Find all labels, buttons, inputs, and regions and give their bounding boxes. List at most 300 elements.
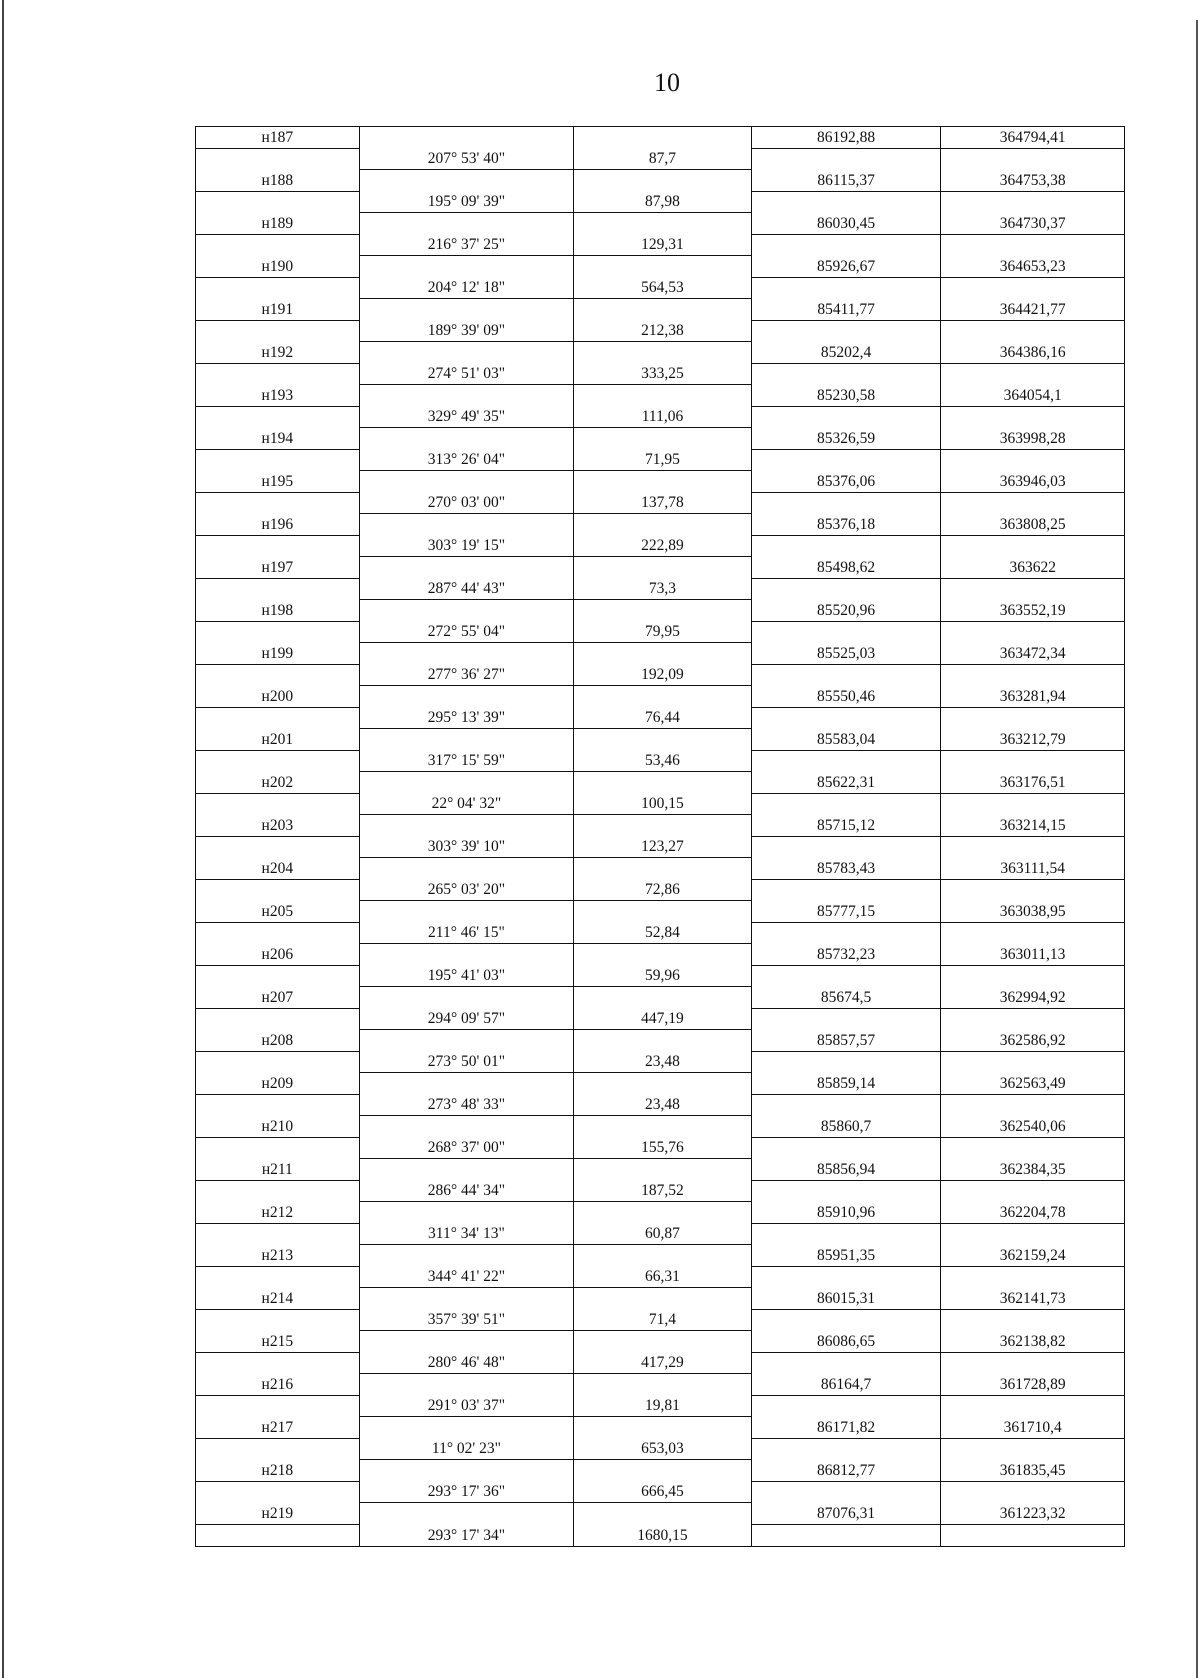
segment-length-cell: 666,45	[573, 1482, 751, 1504]
point-name-cell	[196, 1009, 359, 1031]
direction-angle-cell: 272° 55' 04"	[359, 622, 574, 644]
point-name-cell: н200	[196, 686, 359, 708]
direction-angle-cell: 216° 37' 25"	[359, 235, 574, 257]
y-coordinate-cell: 361835,45	[940, 1460, 1124, 1482]
point-row	[196, 729, 1124, 751]
segment-length-cell: 155,76	[573, 1138, 751, 1160]
point-name-cell	[196, 364, 359, 386]
segment-length-cell: 59,96	[573, 966, 751, 988]
segment-row	[196, 837, 1124, 859]
x-coordinate-cell: 86164,7	[751, 1374, 941, 1396]
y-coordinate-cell	[940, 966, 1124, 988]
x-coordinate-cell	[751, 364, 941, 386]
point-name-cell: н197	[196, 557, 359, 579]
x-coordinate-cell: 85520,96	[751, 600, 941, 622]
segment-row	[196, 579, 1124, 601]
segment-row	[196, 751, 1124, 773]
segment-length-cell	[573, 1374, 751, 1396]
direction-angle-cell: 273° 50' 01"	[359, 1052, 574, 1074]
y-coordinate-cell	[940, 1138, 1124, 1160]
segment-length-cell	[573, 385, 751, 407]
direction-angle-cell	[359, 557, 574, 579]
point-name-cell	[196, 493, 359, 515]
x-coordinate-cell	[751, 149, 941, 171]
segment-length-cell: 87,98	[573, 192, 751, 214]
segment-row	[196, 1482, 1124, 1504]
segment-length-cell: 71,4	[573, 1310, 751, 1332]
x-coordinate-cell	[751, 192, 941, 214]
segment-row	[196, 966, 1124, 988]
direction-angle-cell	[359, 342, 574, 364]
y-coordinate-cell: 361710,4	[940, 1417, 1124, 1439]
x-coordinate-cell	[751, 493, 941, 515]
segment-row	[196, 708, 1124, 730]
y-coordinate-cell	[940, 665, 1124, 687]
segment-length-cell: 212,38	[573, 321, 751, 343]
direction-angle-cell	[359, 471, 574, 493]
direction-angle-cell	[359, 1245, 574, 1267]
segment-length-cell	[573, 1073, 751, 1095]
x-coordinate-cell	[751, 321, 941, 343]
direction-angle-cell: 273° 48' 33"	[359, 1095, 574, 1117]
x-coordinate-cell: 86015,31	[751, 1288, 941, 1310]
segment-row	[196, 278, 1124, 300]
y-coordinate-cell: 362159,24	[940, 1245, 1124, 1267]
x-coordinate-cell: 85622,31	[751, 772, 941, 794]
point-name-cell: н196	[196, 514, 359, 536]
y-coordinate-cell	[940, 149, 1124, 171]
x-coordinate-cell	[751, 1052, 941, 1074]
segment-length-cell: 23,48	[573, 1095, 751, 1117]
point-name-cell: н218	[196, 1460, 359, 1482]
point-row	[196, 1116, 1124, 1138]
direction-angle-cell: 294° 09' 57"	[359, 1009, 574, 1031]
x-coordinate-cell	[751, 407, 941, 429]
direction-angle-cell: 211° 46' 15"	[359, 923, 574, 945]
direction-angle-cell: 280° 46' 48"	[359, 1353, 574, 1375]
direction-angle-cell	[359, 944, 574, 966]
point-name-cell: н210	[196, 1116, 359, 1138]
segment-row	[196, 1138, 1124, 1160]
segment-row	[196, 1525, 1124, 1547]
direction-angle-cell	[359, 1073, 574, 1095]
direction-angle-cell: 22° 04' 32"	[359, 794, 574, 816]
y-coordinate-cell: 363946,03	[940, 471, 1124, 493]
y-coordinate-cell	[940, 751, 1124, 773]
point-name-cell: н215	[196, 1331, 359, 1353]
point-name-cell: н187	[196, 127, 359, 149]
y-coordinate-cell	[940, 536, 1124, 558]
point-name-cell: н202	[196, 772, 359, 794]
segment-row	[196, 321, 1124, 343]
point-name-cell: н217	[196, 1417, 359, 1439]
direction-angle-cell	[359, 514, 574, 536]
direction-angle-cell: 303° 19' 15"	[359, 536, 574, 558]
y-coordinate-cell: 361223,32	[940, 1503, 1124, 1525]
point-name-cell	[196, 235, 359, 257]
segment-length-cell	[573, 471, 751, 493]
point-name-cell: н212	[196, 1202, 359, 1224]
point-name-cell: н188	[196, 170, 359, 192]
segment-length-cell	[573, 1331, 751, 1353]
x-coordinate-cell	[751, 1181, 941, 1203]
segment-row	[196, 923, 1124, 945]
direction-angle-cell	[359, 299, 574, 321]
point-name-cell: н190	[196, 256, 359, 278]
direction-angle-cell: 344° 41' 22"	[359, 1267, 574, 1289]
direction-angle-cell	[359, 127, 574, 149]
y-coordinate-cell	[940, 622, 1124, 644]
x-coordinate-cell: 86086,65	[751, 1331, 941, 1353]
x-coordinate-cell	[751, 579, 941, 601]
x-coordinate-cell: 85910,96	[751, 1202, 941, 1224]
point-row	[196, 1245, 1124, 1267]
segment-length-cell	[573, 643, 751, 665]
direction-angle-cell: 295° 13' 39"	[359, 708, 574, 730]
x-coordinate-cell	[751, 1009, 941, 1031]
segment-row	[196, 149, 1124, 171]
direction-angle-cell: 293° 17' 34"	[359, 1525, 574, 1547]
point-row	[196, 299, 1124, 321]
segment-row	[196, 1052, 1124, 1074]
x-coordinate-cell: 85376,18	[751, 514, 941, 536]
x-coordinate-cell	[751, 837, 941, 859]
x-coordinate-cell: 85202,4	[751, 342, 941, 364]
point-name-cell	[196, 622, 359, 644]
y-coordinate-cell	[940, 1396, 1124, 1418]
y-coordinate-cell	[940, 880, 1124, 902]
x-coordinate-cell: 85860,7	[751, 1116, 941, 1138]
segment-length-cell: 53,46	[573, 751, 751, 773]
y-coordinate-cell: 363281,94	[940, 686, 1124, 708]
x-coordinate-cell	[751, 751, 941, 773]
y-coordinate-cell	[940, 1353, 1124, 1375]
y-coordinate-cell: 364753,38	[940, 170, 1124, 192]
y-coordinate-cell: 362138,82	[940, 1331, 1124, 1353]
segment-row	[196, 1353, 1124, 1375]
direction-angle-cell	[359, 1202, 574, 1224]
segment-length-cell: 60,87	[573, 1224, 751, 1246]
y-coordinate-cell	[940, 794, 1124, 816]
y-coordinate-cell	[940, 1095, 1124, 1117]
y-coordinate-cell: 363011,13	[940, 944, 1124, 966]
segment-row	[196, 1095, 1124, 1117]
point-name-cell: н199	[196, 643, 359, 665]
x-coordinate-cell: 85525,03	[751, 643, 941, 665]
x-coordinate-cell: 87076,31	[751, 1503, 941, 1525]
segment-row	[196, 794, 1124, 816]
segment-length-cell: 73,3	[573, 579, 751, 601]
y-coordinate-cell: 363214,15	[940, 815, 1124, 837]
segment-length-cell: 129,31	[573, 235, 751, 257]
point-name-cell: н206	[196, 944, 359, 966]
y-coordinate-cell	[940, 1482, 1124, 1504]
segment-length-cell: 23,48	[573, 1052, 751, 1074]
y-coordinate-cell: 364653,23	[940, 256, 1124, 278]
point-name-cell	[196, 1525, 359, 1547]
point-name-cell	[196, 794, 359, 816]
point-name-cell	[196, 923, 359, 945]
segment-length-cell: 87,7	[573, 149, 751, 171]
point-name-cell: н219	[196, 1503, 359, 1525]
segment-length-cell	[573, 557, 751, 579]
direction-angle-cell: 286° 44' 34"	[359, 1181, 574, 1203]
x-coordinate-cell	[751, 450, 941, 472]
y-coordinate-cell	[940, 1525, 1124, 1547]
x-coordinate-cell	[751, 880, 941, 902]
direction-angle-cell	[359, 1374, 574, 1396]
y-coordinate-cell	[940, 1052, 1124, 1074]
point-name-cell	[196, 1396, 359, 1418]
point-row	[196, 514, 1124, 536]
y-coordinate-cell	[940, 278, 1124, 300]
y-coordinate-cell: 364054,1	[940, 385, 1124, 407]
segment-row	[196, 1396, 1124, 1418]
y-coordinate-cell: 362586,92	[940, 1030, 1124, 1052]
x-coordinate-cell: 85951,35	[751, 1245, 941, 1267]
point-name-cell: н201	[196, 729, 359, 751]
direction-angle-cell	[359, 256, 574, 278]
x-coordinate-cell	[751, 1224, 941, 1246]
point-row	[196, 557, 1124, 579]
segment-row	[196, 1181, 1124, 1203]
segment-length-cell: 192,09	[573, 665, 751, 687]
y-coordinate-cell	[940, 1439, 1124, 1461]
segment-length-cell	[573, 1030, 751, 1052]
point-row	[196, 471, 1124, 493]
segment-length-cell: 447,19	[573, 1009, 751, 1031]
x-coordinate-cell: 85376,06	[751, 471, 941, 493]
direction-angle-cell	[359, 1159, 574, 1181]
segment-length-cell: 52,84	[573, 923, 751, 945]
direction-angle-cell	[359, 213, 574, 235]
point-row	[196, 256, 1124, 278]
point-name-cell	[196, 1052, 359, 1074]
segment-length-cell	[573, 1417, 751, 1439]
segment-length-cell	[573, 729, 751, 751]
segment-length-cell	[573, 1202, 751, 1224]
segment-length-cell	[573, 600, 751, 622]
direction-angle-cell: 293° 17' 36"	[359, 1482, 574, 1504]
y-coordinate-cell: 364730,37	[940, 213, 1124, 235]
x-coordinate-cell: 86030,45	[751, 213, 941, 235]
point-name-cell	[196, 321, 359, 343]
direction-angle-cell	[359, 170, 574, 192]
point-row	[196, 1030, 1124, 1052]
y-coordinate-cell: 361728,89	[940, 1374, 1124, 1396]
direction-angle-cell: 11° 02' 23"	[359, 1439, 574, 1461]
direction-angle-cell	[359, 600, 574, 622]
y-coordinate-cell: 362204,78	[940, 1202, 1124, 1224]
y-coordinate-cell	[940, 493, 1124, 515]
direction-angle-cell: 311° 34' 13"	[359, 1224, 574, 1246]
segment-row	[196, 1310, 1124, 1332]
direction-angle-cell: 287° 44' 43"	[359, 579, 574, 601]
segment-row	[196, 493, 1124, 515]
y-coordinate-cell	[940, 321, 1124, 343]
point-name-cell: н195	[196, 471, 359, 493]
direction-angle-cell: 277° 36' 27"	[359, 665, 574, 687]
point-row	[196, 1460, 1124, 1482]
segment-length-cell: 111,06	[573, 407, 751, 429]
point-name-cell: н216	[196, 1374, 359, 1396]
point-row	[196, 428, 1124, 450]
x-coordinate-cell: 85732,23	[751, 944, 941, 966]
point-name-cell: н209	[196, 1073, 359, 1095]
segment-length-cell: 79,95	[573, 622, 751, 644]
x-coordinate-cell	[751, 1396, 941, 1418]
y-coordinate-cell	[940, 1310, 1124, 1332]
segment-length-cell	[573, 686, 751, 708]
x-coordinate-cell: 85230,58	[751, 385, 941, 407]
y-coordinate-cell: 363038,95	[940, 901, 1124, 923]
y-coordinate-cell	[940, 923, 1124, 945]
x-coordinate-cell: 85326,59	[751, 428, 941, 450]
point-name-cell	[196, 192, 359, 214]
y-coordinate-cell: 364421,77	[940, 299, 1124, 321]
direction-angle-cell: 303° 39' 10"	[359, 837, 574, 859]
direction-angle-cell	[359, 428, 574, 450]
point-name-cell	[196, 1224, 359, 1246]
segment-row	[196, 192, 1124, 214]
y-coordinate-cell: 364386,16	[940, 342, 1124, 364]
segment-row	[196, 450, 1124, 472]
point-row	[196, 127, 1124, 149]
segment-length-cell: 333,25	[573, 364, 751, 386]
y-coordinate-cell: 362540,06	[940, 1116, 1124, 1138]
x-coordinate-cell: 85859,14	[751, 1073, 941, 1095]
point-row	[196, 1503, 1124, 1525]
y-coordinate-cell	[940, 1181, 1124, 1203]
y-coordinate-cell: 363808,25	[940, 514, 1124, 536]
y-coordinate-cell: 363212,79	[940, 729, 1124, 751]
direction-angle-cell: 274° 51' 03"	[359, 364, 574, 386]
segment-row	[196, 880, 1124, 902]
point-name-cell	[196, 407, 359, 429]
segment-length-cell	[573, 170, 751, 192]
y-coordinate-cell: 363176,51	[940, 772, 1124, 794]
segment-row	[196, 364, 1124, 386]
point-name-cell	[196, 880, 359, 902]
y-coordinate-cell: 363552,19	[940, 600, 1124, 622]
x-coordinate-cell: 85715,12	[751, 815, 941, 837]
point-name-cell: н213	[196, 1245, 359, 1267]
y-coordinate-cell	[940, 364, 1124, 386]
segment-length-cell	[573, 901, 751, 923]
direction-angle-cell	[359, 1116, 574, 1138]
segment-length-cell: 76,44	[573, 708, 751, 730]
segment-length-cell: 123,27	[573, 837, 751, 859]
x-coordinate-cell: 85550,46	[751, 686, 941, 708]
segment-length-cell	[573, 944, 751, 966]
x-coordinate-cell: 85583,04	[751, 729, 941, 751]
y-coordinate-cell: 364794,41	[940, 127, 1124, 149]
segment-length-cell: 653,03	[573, 1439, 751, 1461]
x-coordinate-cell	[751, 622, 941, 644]
direction-angle-cell: 317° 15' 59"	[359, 751, 574, 773]
point-name-cell: н208	[196, 1030, 359, 1052]
x-coordinate-cell	[751, 966, 941, 988]
segment-length-cell	[573, 342, 751, 364]
y-coordinate-cell	[940, 1267, 1124, 1289]
point-name-cell	[196, 1482, 359, 1504]
direction-angle-cell: 204° 12' 18"	[359, 278, 574, 300]
point-row	[196, 385, 1124, 407]
direction-angle-cell: 357° 39' 51"	[359, 1310, 574, 1332]
point-row	[196, 987, 1124, 1009]
direction-angle-cell: 195° 09' 39"	[359, 192, 574, 214]
point-row	[196, 1288, 1124, 1310]
x-coordinate-cell: 85857,57	[751, 1030, 941, 1052]
x-coordinate-cell	[751, 1095, 941, 1117]
segment-row	[196, 1009, 1124, 1031]
direction-angle-cell	[359, 385, 574, 407]
point-name-cell: н198	[196, 600, 359, 622]
segment-length-cell	[573, 987, 751, 1009]
point-row	[196, 170, 1124, 192]
point-name-cell	[196, 1267, 359, 1289]
x-coordinate-cell: 86812,77	[751, 1460, 941, 1482]
segment-length-cell: 137,78	[573, 493, 751, 515]
point-name-cell: н205	[196, 901, 359, 923]
x-coordinate-cell	[751, 923, 941, 945]
scan-edge-left	[2, 0, 4, 1678]
segment-length-cell	[573, 772, 751, 794]
point-name-cell	[196, 751, 359, 773]
y-coordinate-cell: 363622	[940, 557, 1124, 579]
table-body	[196, 127, 1124, 1546]
segment-length-cell: 19,81	[573, 1396, 751, 1418]
page-number: 10	[654, 68, 680, 97]
x-coordinate-cell: 86171,82	[751, 1417, 941, 1439]
direction-angle-cell	[359, 1460, 574, 1482]
x-coordinate-cell	[751, 1525, 941, 1547]
segment-row	[196, 665, 1124, 687]
segment-length-cell	[573, 1503, 751, 1525]
point-name-cell: н207	[196, 987, 359, 1009]
point-name-cell	[196, 149, 359, 171]
direction-angle-cell: 329° 49' 35"	[359, 407, 574, 429]
segment-length-cell: 72,86	[573, 880, 751, 902]
point-name-cell: н193	[196, 385, 359, 407]
y-coordinate-cell	[940, 450, 1124, 472]
x-coordinate-cell	[751, 1353, 941, 1375]
point-row	[196, 1202, 1124, 1224]
point-row	[196, 1331, 1124, 1353]
point-name-cell	[196, 1310, 359, 1332]
y-coordinate-cell	[940, 579, 1124, 601]
segment-length-cell	[573, 815, 751, 837]
point-row	[196, 342, 1124, 364]
segment-length-cell: 1680,15	[573, 1525, 751, 1547]
point-row	[196, 686, 1124, 708]
point-row	[196, 901, 1124, 923]
y-coordinate-cell: 363998,28	[940, 428, 1124, 450]
x-coordinate-cell	[751, 1138, 941, 1160]
segment-row	[196, 1224, 1124, 1246]
direction-angle-cell: 291° 03' 37"	[359, 1396, 574, 1418]
y-coordinate-cell: 362141,73	[940, 1288, 1124, 1310]
point-row	[196, 1417, 1124, 1439]
direction-angle-cell: 270° 03' 00"	[359, 493, 574, 515]
segment-length-cell: 187,52	[573, 1181, 751, 1203]
segment-length-cell	[573, 1460, 751, 1482]
segment-row	[196, 1439, 1124, 1461]
point-name-cell	[196, 837, 359, 859]
point-name-cell	[196, 1353, 359, 1375]
point-name-cell: н214	[196, 1288, 359, 1310]
segment-length-cell: 66,31	[573, 1267, 751, 1289]
